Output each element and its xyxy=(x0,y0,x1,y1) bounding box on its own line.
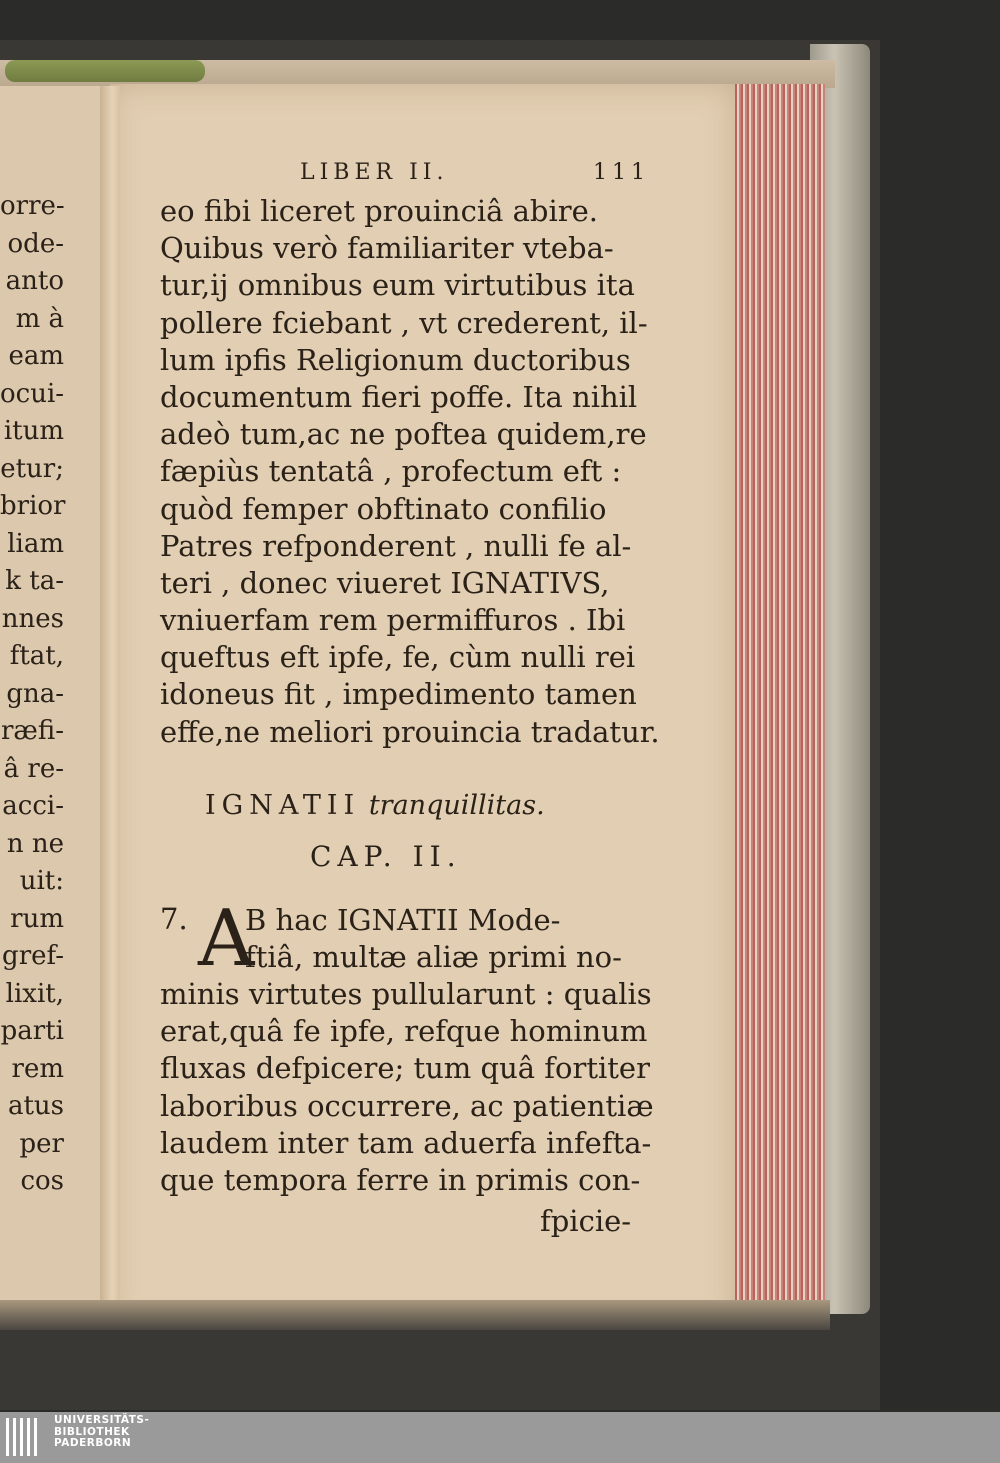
left-page-text xyxy=(0,188,64,1201)
book-bottom-edge xyxy=(0,1300,830,1330)
left-line: brior xyxy=(0,491,66,521)
left-line: rem xyxy=(11,1053,64,1084)
text-line: documentum fieri poffe. Ita nihil xyxy=(160,379,638,414)
text-line: eo fibi liceret prouinciâ abire. xyxy=(160,194,599,228)
left-line: lixit, xyxy=(5,978,64,1009)
left-line: â re- xyxy=(3,753,64,784)
logo-line: PADERBORN xyxy=(54,1437,132,1449)
ribbon-bookmark xyxy=(5,60,205,82)
chapter-number: CAP. II. xyxy=(310,840,462,873)
left-line: rum xyxy=(10,903,64,934)
left-line: nnes xyxy=(1,603,64,634)
text-line: minis virtutes pullularunt : qualis xyxy=(160,977,652,1011)
text-line: lum ipfis Religionum ductoribus xyxy=(160,342,631,377)
text-line: queftus eft ipfe, fe, cùm nulli rei xyxy=(160,640,636,675)
left-line: uit: xyxy=(19,866,64,896)
paragraph-first-line: B hac IGNATII Mode- xyxy=(245,903,561,937)
left-line: per xyxy=(19,1128,64,1159)
text-line: Quibus verò familiariter vteba- xyxy=(160,231,614,266)
left-line: anto xyxy=(5,266,64,296)
left-line: ræfi- xyxy=(1,716,64,746)
left-line: etur; xyxy=(0,453,64,484)
left-line: gref- xyxy=(2,941,64,971)
library-footer xyxy=(0,1412,1000,1463)
body-text xyxy=(160,193,660,751)
left-line: cos xyxy=(20,1166,64,1196)
left-line: orre- xyxy=(0,191,65,221)
running-head-title: LIBER II. xyxy=(300,160,449,185)
paragraph-text xyxy=(160,976,654,1199)
paragraph-second-line: ftiâ, multæ aliæ primi no- xyxy=(245,940,622,974)
text-line: laudem inter tam aduerfa infefta- xyxy=(160,1125,652,1160)
text-line: adeò tum,ac ne poftea quidem,re xyxy=(160,417,647,452)
text-line: effe,ne meliori prouincia tradatur. xyxy=(160,714,660,749)
left-line: gna- xyxy=(6,678,64,709)
catchword: fpicie- xyxy=(540,1204,632,1238)
left-line: ftat, xyxy=(9,641,64,671)
left-line: atus xyxy=(7,1091,64,1121)
text-line: pollere fciebant , vt crederent, il- xyxy=(160,305,648,340)
text-line: laboribus occurrere, ac patientiæ xyxy=(160,1088,654,1123)
left-line: liam xyxy=(7,528,64,559)
text-line: Patres refponderent , nulli fe al- xyxy=(160,528,632,563)
text-line: vniuerfam rem permiffuros . Ibi xyxy=(160,603,626,638)
left-line: ocui- xyxy=(0,378,65,409)
left-line: itum xyxy=(3,416,64,446)
text-line: tur,ij omnibus eum virtutibus ita xyxy=(160,268,635,303)
left-line: acci- xyxy=(2,791,64,821)
chapter-heading xyxy=(205,790,545,821)
text-line: que tempora ferre in primis con- xyxy=(160,1162,641,1197)
left-line: ode- xyxy=(7,228,64,259)
left-line: m à xyxy=(15,303,64,334)
left-line: k ta- xyxy=(5,566,64,596)
left-line: eam xyxy=(8,341,64,371)
paragraph-number: 7. xyxy=(160,902,188,936)
text-line: idoneus fit , impedimento tamen xyxy=(160,677,637,712)
book-gutter xyxy=(100,86,120,1316)
text-line: quòd femper obftinato confilio xyxy=(160,491,607,526)
left-line: n ne xyxy=(6,828,64,859)
chapter-heading-italic: tranquillitas. xyxy=(368,790,545,821)
text-line: teri , donec viueret IGNATIVS, xyxy=(160,565,610,600)
text-line: erat,quâ fe ipfe, refque hominum xyxy=(160,1014,648,1049)
page-block-edges xyxy=(735,84,825,1324)
drop-cap: A xyxy=(198,894,255,984)
text-line: fæpiùs tentatâ , profectum eft : xyxy=(160,454,622,489)
left-line: parti xyxy=(0,1016,64,1046)
logo-line: BIBLIOTHEK xyxy=(54,1425,130,1438)
page-number: 111 xyxy=(593,160,650,185)
text-line: fluxas defpicere; tum quâ fortiter xyxy=(160,1051,650,1086)
library-bars-logo-icon xyxy=(6,1418,42,1456)
chapter-heading-name: IGNATII xyxy=(205,790,361,821)
logo-line: UNIVERSITÄTS- xyxy=(54,1414,150,1426)
library-logo-text xyxy=(54,1415,149,1450)
